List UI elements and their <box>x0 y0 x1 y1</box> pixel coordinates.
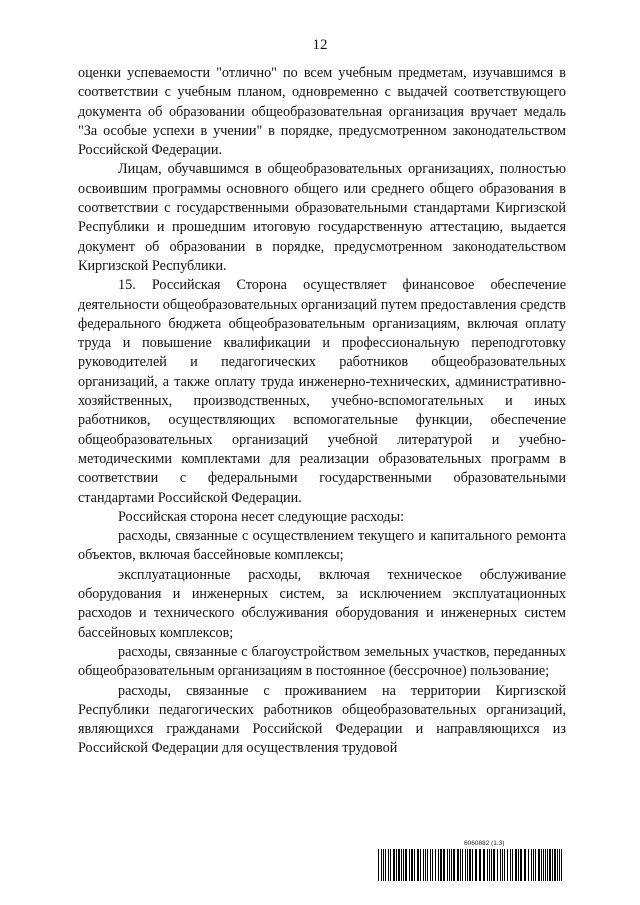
page-number: 12 <box>312 37 328 53</box>
paragraph: оценки успеваемости "отлично" по всем учебным предметам, изучавшимся в соответствии с учебным планом, одновременно с выдачей соответствующего документа об образовании общеобразовательная организация вручает медаль "За особые успехи в учении" в порядке, предусмотренном законодательством Российской Федерации. <box>78 65 566 159</box>
barcode-icon <box>378 849 564 881</box>
paragraph: расходы, связанные с проживанием на территории Киргизской Республики педагогических работников общеобразовательных организаций, являющихся гражданами Российской Федерации и направляющихся из Российской Федерации для осуществления трудовой <box>78 682 566 757</box>
paragraph: эксплуатационные расходы, включая техническое обслуживание оборудования и инженерных систем, за исключением эксплуатационных расходов и технического обслуживания оборудования и инженерных систем бассейновых комплексов; <box>78 566 566 641</box>
paragraph: Лицам, обучавшимся в общеобразовательных организациях, полностью освоившим программы основного общего или среднего общего образования в соответствии с государственными образовательными стандартами Киргизской Республики и прошедшим итоговую государственную аттестацию, выдается документ об образовании в порядке, предусмотренном законодательством Киргизской Республики. <box>78 161 566 274</box>
document-barcode <box>378 840 564 890</box>
paragraph: 15. Российская Сторона осуществляет финансовое обеспечение деятельности общеобразовательных организаций путем предоставления средств федерального бюджета общеобразовательным организациям, включая оплату труда и повышение квалификации и профессиональную переподготовку руководителей и педагогических работников общеобразовательных организаций, а также оплату труда инженерно-технических, административно-хозяйственных, производственных, учебно-вспомогательных и иных работников, осуществляющих вспомогательные функции, обеспечение общеобразовательных организаций учебной литературой и учебно-методическими комплектами для реализации образовательных программ в соответствии с федеральными государственными образовательными стандартами Российской Федерации. <box>78 277 566 506</box>
document-body <box>78 64 566 759</box>
paragraph: Российская сторона несет следующие расходы: <box>118 508 405 525</box>
paragraph: расходы, связанные с благоустройством земельных участков, переданных общеобразовательным организациям в постоянное (бессрочное) пользование; <box>78 643 566 680</box>
barcode-label: 6060882 (1.3) <box>464 840 505 847</box>
paragraph: расходы, связанные с осуществлением текущего и капитального ремонта объектов, включая бассейновые комплексы; <box>78 528 566 564</box>
